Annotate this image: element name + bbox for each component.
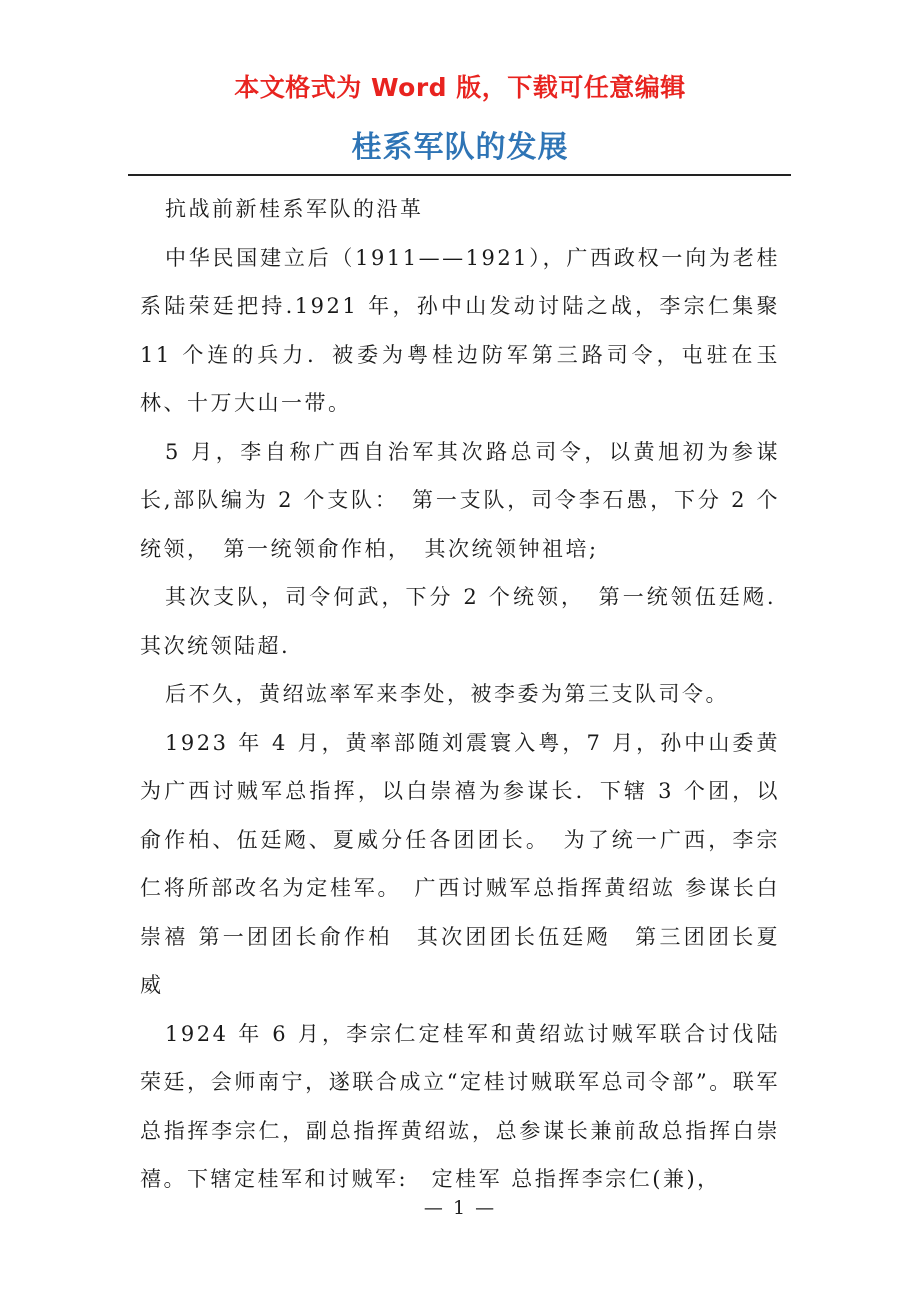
paragraph: 后不久，黄绍竑率军来李处，被李委为第三支队司令。: [165, 682, 729, 706]
document-title: 桂系军队的发展: [351, 130, 569, 165]
section-heading: 抗战前新桂系军队的沿革: [165, 197, 424, 221]
document-body: [140, 185, 804, 1204]
paragraph: 中华民国建立后（1911——1921），广西政权一向为老桂系陆荣廷把持.1921 年，孙中山发动讨陆之战，李宗仁集聚 11 个连的兵力．被委为粤桂边防军第三路司令，屯驻在玉林、十万大山一带。: [140, 245, 780, 415]
paragraph: 其次支队，司令何武，下分 2 个统领， 第一统领伍廷飏． 其次统领陆超.: [140, 585, 804, 658]
paragraph: 5 月，李自称广西自治军其次路总司令，以黄旭初为参谋长,部队编为 2 个支队： 第一支队，司令李石愚，下分 2 个统领， 第一统领俞作柏， 其次统领钟祖培;: [140, 439, 780, 561]
download-banner: 本文格式为 Word 版，下载可任意编辑: [234, 73, 686, 102]
title-divider: [128, 174, 791, 176]
page-number: — 1 —: [423, 1197, 497, 1219]
paragraph: 1924 年 6 月，李宗仁定桂军和黄绍竑讨贼军联合讨伐陆荣廷，会师南宁，遂联合成立“定桂讨贼联军总司令部”。联军总指挥李宗仁，副总指挥黄绍竑，总参谋长兼前敌总指挥白崇禧。下辖定桂军和讨贼军: 定桂军 总指挥李宗仁(兼)，: [140, 1021, 780, 1191]
paragraph: 1923 年 4 月，黄率部随刘震寰入粤，7 月，孙中山委黄为广西讨贼军总指挥，以白崇禧为参谋长．下辖 3 个团，以俞作柏、伍廷飏、夏威分任各团团长。 为了统一广西，李宗仁将所部改名为定桂军。 广西讨贼军总指挥黄绍竑 参谋长白崇禧 第一团团长俞作柏 其次团团长伍廷飏 第三团团长夏威: [140, 730, 780, 997]
